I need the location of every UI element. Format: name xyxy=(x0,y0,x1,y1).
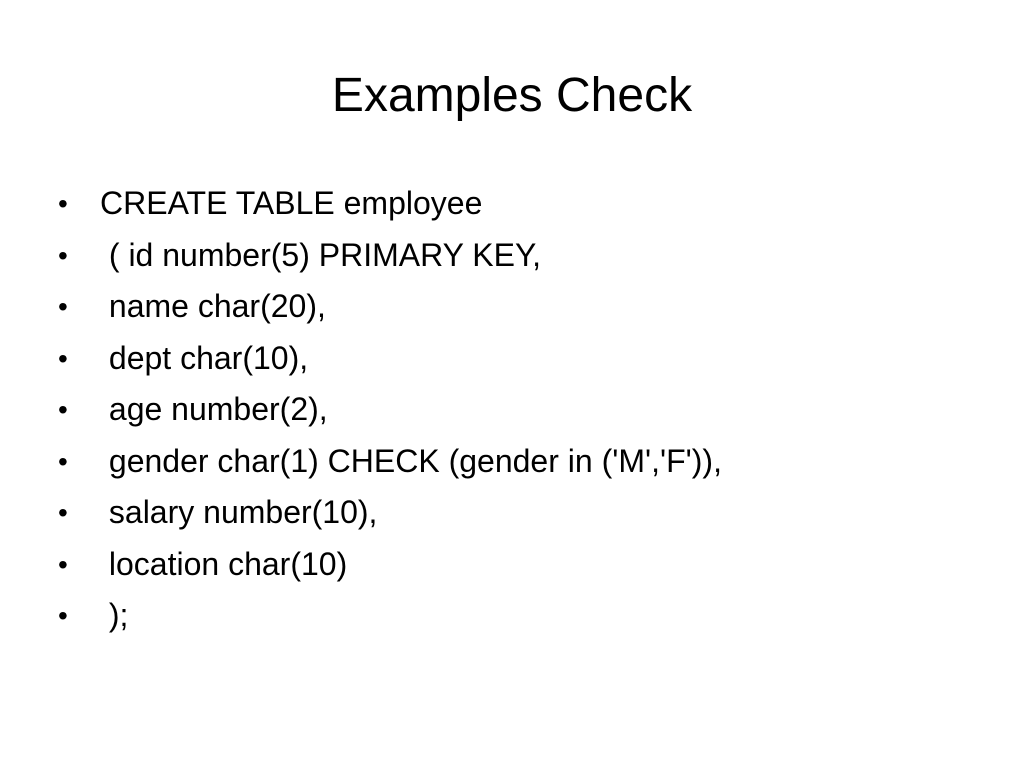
bullet-text: salary number(10), xyxy=(100,494,378,530)
bullet-item xyxy=(58,487,978,539)
bullet-list xyxy=(58,178,978,642)
bullet-text: location char(10) xyxy=(100,545,348,582)
bullet-dot-icon: • xyxy=(58,342,68,374)
bullet-dot-icon: • xyxy=(58,600,68,631)
bullet-text: ); xyxy=(100,597,129,633)
bullet-text: name char(20), xyxy=(100,288,326,324)
bullet-item xyxy=(58,178,978,230)
bullet-item xyxy=(58,590,978,642)
bullet-item xyxy=(58,333,978,385)
bullet-item xyxy=(58,281,978,333)
bullet-text: age number(2), xyxy=(100,391,328,427)
bullet-item xyxy=(58,384,978,436)
bullet-item xyxy=(58,230,978,282)
bullet-dot-icon: • xyxy=(58,394,68,425)
bullet-text: ( id number(5) PRIMARY KEY, xyxy=(100,236,542,273)
bullet-dot-icon: • xyxy=(58,445,68,477)
bullet-text: gender char(1) CHECK (gender in ('M','F')), xyxy=(100,442,722,479)
bullet-dot-icon: • xyxy=(58,497,68,528)
bullet-dot-icon: • xyxy=(58,188,68,219)
bullet-dot-icon: • xyxy=(58,548,68,580)
bullet-text: CREATE TABLE employee xyxy=(100,185,483,221)
bullet-dot-icon: • xyxy=(58,291,68,322)
bullet-dot-icon: • xyxy=(58,239,68,271)
slide-title: Examples Check xyxy=(331,69,693,122)
bullet-item xyxy=(58,436,978,488)
bullet-item xyxy=(58,539,978,591)
bullet-text: dept char(10), xyxy=(100,339,309,376)
